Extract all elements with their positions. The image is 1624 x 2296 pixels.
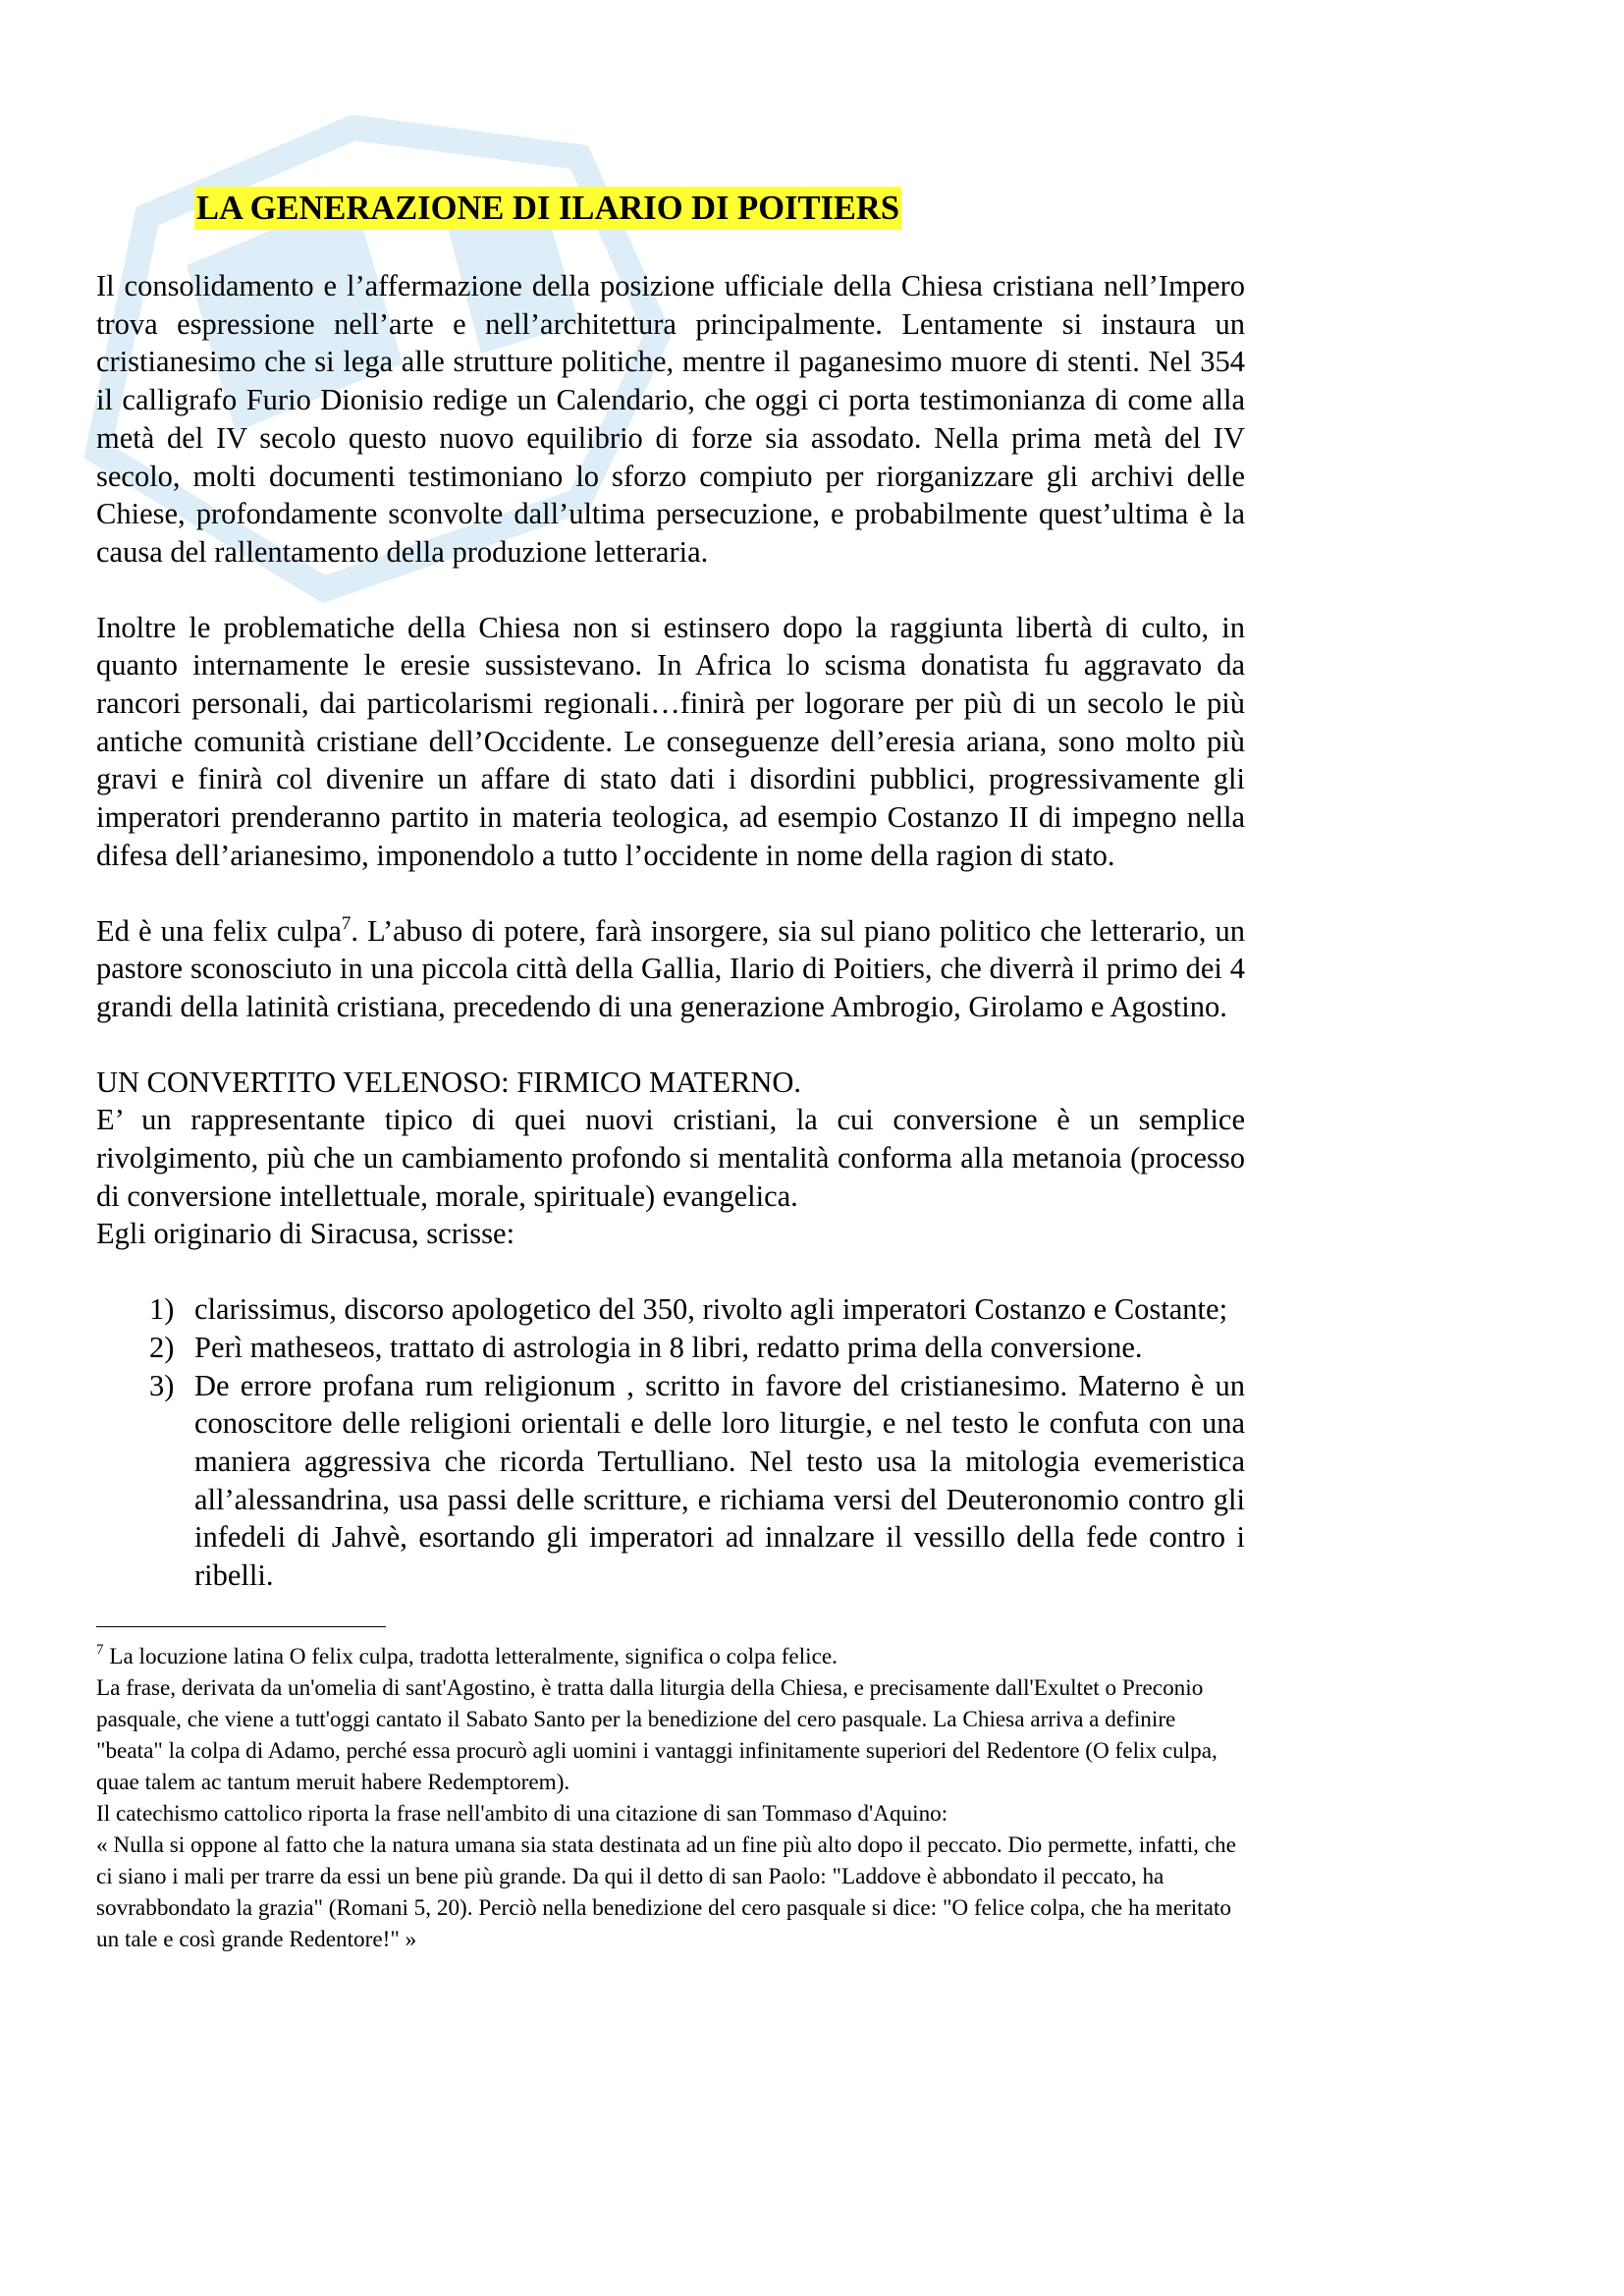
paragraph-problematiche: Inoltre le problematiche della Chiesa non si estinsero dopo la raggiunta libertà di culto, in quanto internamente le eresie sussistevano. In Africa lo scisma donatista fu aggravato da rancori personali, dai particolarismi regionali…finirà per logorare per più di un secolo le più antiche comunità cristiane dell’Occidente. Le conseguenze dell’eresia ariana, sono molto più gravi e finirà col divenire un affare di stato dati i disordini pubblici, progressivamente gli imperatori prenderanno partito in materia teologica, ad esempio Costanzo II di impegno nella difesa dell’arianesimo, imponendolo a tutto l’occidente in nome della ragion di stato. bbox=[96, 610, 1245, 872]
paragraph-felix-culpa bbox=[96, 912, 1245, 1026]
paragraph-convertito: E’ un rappresentante tipico di quei nuovi cristiani, la cui conversione è un semplice rivolgimento, più che un cambiamento profondo si mentalità conforma alla metanoia (processo di conversione intellettuale, morale, spirituale) evangelica. bbox=[96, 1103, 1245, 1213]
paragraph-consolidamento: Il consolidamento e l’affermazione della posizione ufficiale della Chiesa cristiana nell’Impero trova espressione nell’arte e nell’architettura principalmente. Lentamente si instaura un cristianesimo che si lega alle strutture politiche, mentre il paganesimo muore di stenti. Nel 354 il calligrafo Furio Dionisio redige un Calendario, che oggi ci porta testimonianza di come alla metà del IV secolo questo nuovo equilibrio di forze sia assodato. Nella prima metà del IV secolo, molti documenti testimoniano lo sforzo compiuto per riorganizzare gli archivi delle Chiese, profondamente sconvolte dall’ultima persecuzione, e probabilmente quest’ultima è la causa del rallentamento della produzione letteraria. bbox=[96, 269, 1245, 569]
felix-culpa-rest: . L’abuso di potere, farà insorgere, sia sul piano politico che letterario, un pastore sconosciuto in una piccola città della Gallia, Ilario di Poitiers, che diverrà il primo dei 4 grandi della latinità cristiana, precedendo di una generazione Ambrogio, Girolamo e Agostino. bbox=[96, 913, 1245, 1023]
footnote-line bbox=[96, 1641, 1245, 1672]
felix-culpa-text: Ed è una felix culpa bbox=[96, 913, 342, 948]
page-title: LA GENERAZIONE DI ILARIO DI POITIERS bbox=[194, 187, 901, 230]
footnote-reference[interactable]: 7 bbox=[341, 912, 352, 934]
footnote-quote: « Nulla si oppone al fatto che la natura umana sia stata destinata ad un fine più alto dopo il peccato. Dio permette, infatti, che ci siano i mali per trarre da essi un bene più grande. Da qui il detto di san Paolo: "Laddove è abbondato il peccato, ha sovrabbondato la grazia" (Romani 5, 20). Perciò nella benedizione del cero pasquale si dice: "O felice colpa, che ha meritato un tale e così grande Redentore!" » bbox=[96, 1831, 1236, 1952]
list-item-number: 3) bbox=[149, 1368, 175, 1402]
list-item-text: clarissimus, discorso apologetico del 350, rivolto agli imperatori Costanzo e Costante; bbox=[194, 1292, 1228, 1327]
list-item bbox=[149, 1367, 1245, 1595]
list-item-number: 2) bbox=[149, 1330, 175, 1364]
document-page bbox=[96, 187, 1245, 1955]
list-item-text: De errore profana rum religionum , scritto in favore del cristianesimo. Materno è un conoscitore delle religioni orientali e delle loro liturgie, e nel testo le confuta con una maniera aggressiva che ricorda Tertulliano. Nel testo usa la mitologia evemeristica all’alessandrina, usa passi delle scritture, e richiama versi del Deuteronomio contro gli infedeli di Jahvè, esortando gli imperatori ad innalzare il vessillo della fede contro i ribelli. bbox=[194, 1368, 1245, 1593]
works-list bbox=[96, 1290, 1245, 1595]
footnote-definition: La locuzione latina O felix culpa, tradotta letteralmente, significa o colpa felice. bbox=[103, 1643, 838, 1669]
footnote-marker: 7 bbox=[96, 1641, 104, 1658]
paragraph-siracusa: Egli originario di Siracusa, scrisse: bbox=[96, 1217, 515, 1251]
list-item bbox=[149, 1329, 1245, 1367]
list-item bbox=[149, 1290, 1245, 1329]
footnote-divider bbox=[96, 1626, 386, 1627]
list-item-number: 1) bbox=[149, 1292, 175, 1327]
footnote-paragraph-exultet: La frase, derivata da un'omelia di sant'Agostino, è tratta dalla liturgia della Chiesa, e precisamente dall'Exultet o Preconio pasquale, che viene a tutt'oggi cantato il Sabato Santo per la benedizione del cero pasquale. La Chiesa arriva a definire "beata" la colpa di Adamo, perché essa procurò agli uomini i vantaggi infinitamente superiori del Redentore (O felix culpa, quae talem ac tantum meruit habere Redemptorem). bbox=[96, 1674, 1218, 1795]
footnote-paragraph-catechismo: Il catechismo cattolico riporta la frase nell'ambito di una citazione di san Tommaso d'Aquino: bbox=[96, 1800, 948, 1827]
list-item-text: Perì matheseos, trattato di astrologia in 8 libri, redatto prima della conversione. bbox=[194, 1330, 1143, 1364]
section-heading: UN CONVERTITO VELENOSO: FIRMICO MATERNO. bbox=[96, 1065, 802, 1099]
